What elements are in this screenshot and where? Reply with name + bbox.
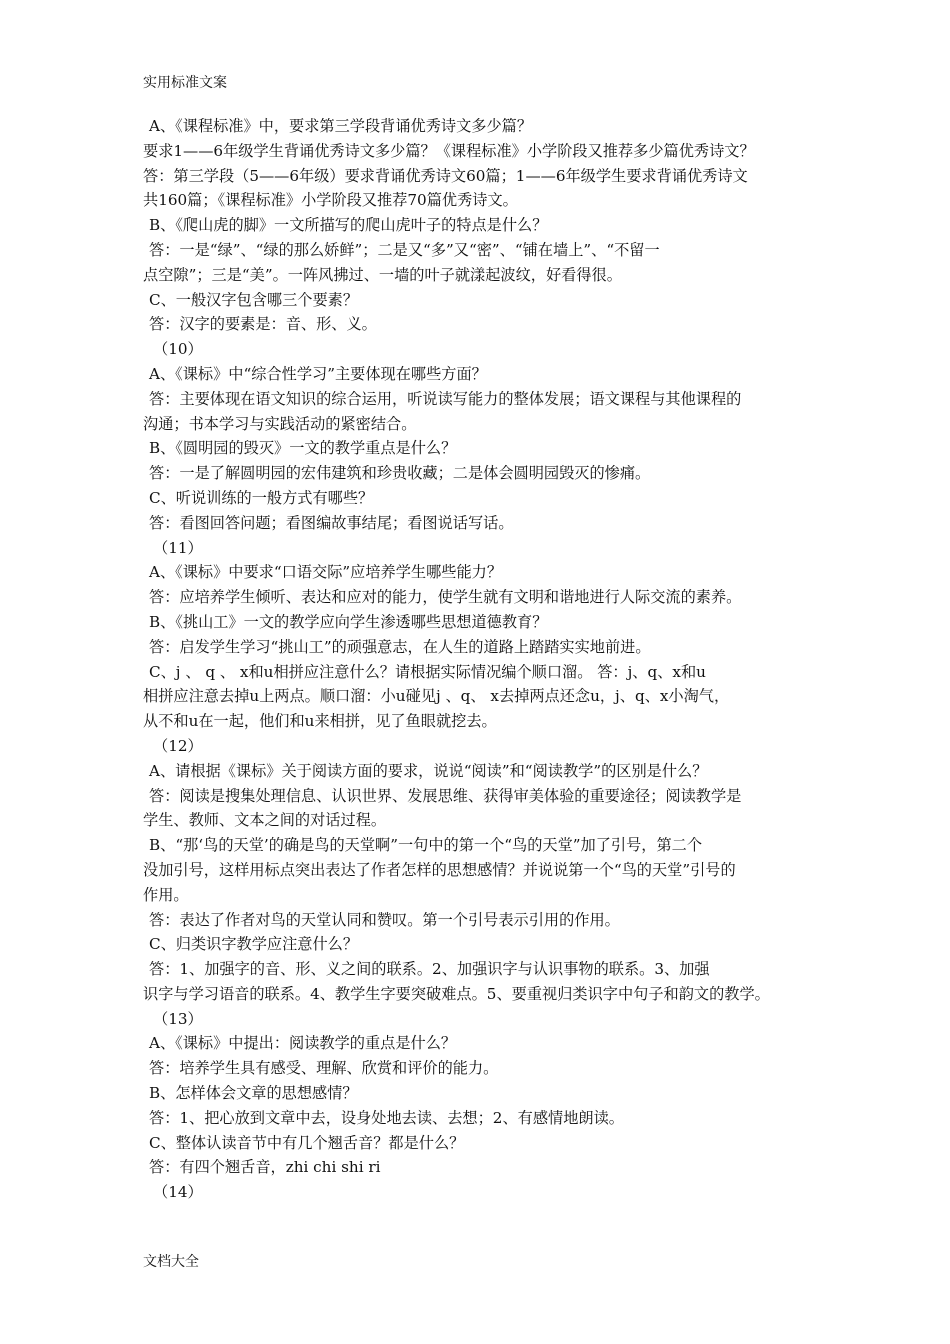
text-line: 答：汉字的要素是：音、形、义。 — [149, 315, 377, 334]
text-line: B、《挑山工》一文的教学应向学生渗透哪些思想道德教育？ — [149, 612, 548, 631]
text-line: 答：看图回答问题；看图编故事结尾；看图说话写话。 — [149, 513, 514, 532]
text-line: 答：培养学生具有感受、理解、欣赏和评价的能力。 — [149, 1059, 499, 1078]
text-line: 答：表达了作者对鸟的天堂认同和赞叹。第一个引号表示引用的作用。 — [149, 910, 620, 929]
text-line: 作用。 — [143, 885, 189, 904]
text-line: 答：启发学生学习“挑山工”的顽强意志，在人生的道路上踏踏实实地前进。 — [149, 637, 651, 656]
text-line: 答：一是“绿”、“绿的那么娇鲜”；二是又“多”又“密”、“铺在墙上”、“不留一 — [149, 240, 660, 259]
text-line: A、《课标》中要求“口语交际”应培养学生哪些能力？ — [149, 563, 503, 582]
text-line: C、j 、 q 、 x和u相拼应注意什么？请根据实际情况编个顺口溜。 答：j、q、x和u — [149, 662, 706, 681]
page-footer: 文档大全 — [143, 1254, 199, 1270]
text-line: 从不和u在一起，他们和u来相拼，见了鱼眼就挖去。 — [143, 712, 497, 731]
page-header: 实用标准文案 — [143, 75, 227, 91]
text-line: （14） — [153, 1183, 203, 1202]
text-line: A、《课标》中“综合性学习”主要体现在哪些方面？ — [149, 364, 487, 383]
text-line: （11） — [153, 538, 203, 557]
text-line: 识字与学习语音的联系。4、教学生字要突破难点。5、要重视归类识字中句子和韵文的教学。 — [143, 984, 770, 1003]
text-line: 答：1、加强字的音、形、义之间的联系。2、加强识字与认识事物的联系。3、加强 — [149, 960, 710, 979]
text-line: C、整体认读音节中有几个翘舌音？都是什么？ — [149, 1133, 465, 1152]
text-line: A、《课程标准》中，要求第三学段背诵优秀诗文多少篇？ — [149, 117, 533, 135]
text-line: 要求1——6年级学生背诵优秀诗文多少篇？《课程标准》小学阶段又推荐多少篇优秀诗文？ — [143, 141, 755, 160]
text-line: B、怎样体会文章的思想感情？ — [149, 1084, 358, 1103]
text-line: 学生、教师、文本之间的对话过程。 — [143, 811, 386, 830]
text-line: （12） — [153, 736, 203, 755]
text-line: 答：1、把心放到文章中去，设身处地去读、去想；2、有感情地朗读。 — [149, 1108, 624, 1127]
text-line: 相拼应注意去掉u上两点。顺口溜：小u碰见j 、q、 x去掉两点还念u，j、q、x小淘气， — [143, 687, 730, 706]
text-line: C、一般汉字包含哪三个要素？ — [149, 290, 359, 309]
text-line: A、请根据《课标》关于阅读方面的要求，说说“阅读”和“阅读教学”的区别是什么？ — [149, 761, 708, 780]
text-line: 点空隙”；三是“美”。一阵风拂过、一墙的叶子就漾起波纹，好看得很。 — [143, 265, 622, 284]
text-line: 沟通；书本学习与实践活动的紧密结合。 — [143, 414, 417, 433]
text-line: 答：主要体现在语文知识的综合运用，听说读写能力的整体发展；语文课程与其他课程的 — [149, 389, 742, 408]
text-line: 答：一是了解圆明园的宏伟建筑和珍贵收藏；二是体会圆明园毁灭的惨痛。 — [149, 464, 651, 483]
text-line: 答：有四个翘舌音，zhi chi shi ri — [149, 1158, 381, 1177]
text-line: B、《圆明园的毁灭》一文的教学重点是什么？ — [149, 439, 457, 458]
text-line: （13） — [153, 1009, 203, 1028]
text-line: 共160篇；《课程标准》小学阶段又推荐70篇优秀诗文。 — [143, 191, 518, 210]
text-line: A、《课标》中提出：阅读教学的重点是什么？ — [149, 1034, 457, 1053]
text-line: 没加引号，这样用标点突出表达了作者怎样的思想感情？并说说第一个“鸟的天堂”引号的 — [143, 860, 736, 879]
text-line: （10） — [153, 340, 203, 359]
text-line: C、听说训练的一般方式有哪些？ — [149, 488, 374, 507]
text-line: B、“那‘鸟的天堂’的确是鸟的天堂啊”一句中的第一个“鸟的天堂”加了引号，第二个 — [149, 836, 703, 855]
text-line: 答：第三学段（5——6年级）要求背诵优秀诗文60篇；1——6年级学生要求背诵优秀诗文 — [143, 166, 748, 185]
document-body — [143, 114, 811, 1205]
text-line: B、《爬山虎的脚》一文所描写的爬山虎叶子的特点是什么？ — [149, 216, 548, 235]
text-line: 答：阅读是搜集处理信息、认识世界、发展思维、获得审美体验的重要途径；阅读教学是 — [149, 786, 742, 805]
text-line: C、归类识字教学应注意什么？ — [149, 935, 359, 954]
text-line: 答：应培养学生倾听、表达和应对的能力，使学生就有文明和谐地进行人际交流的素养。 — [149, 588, 742, 607]
